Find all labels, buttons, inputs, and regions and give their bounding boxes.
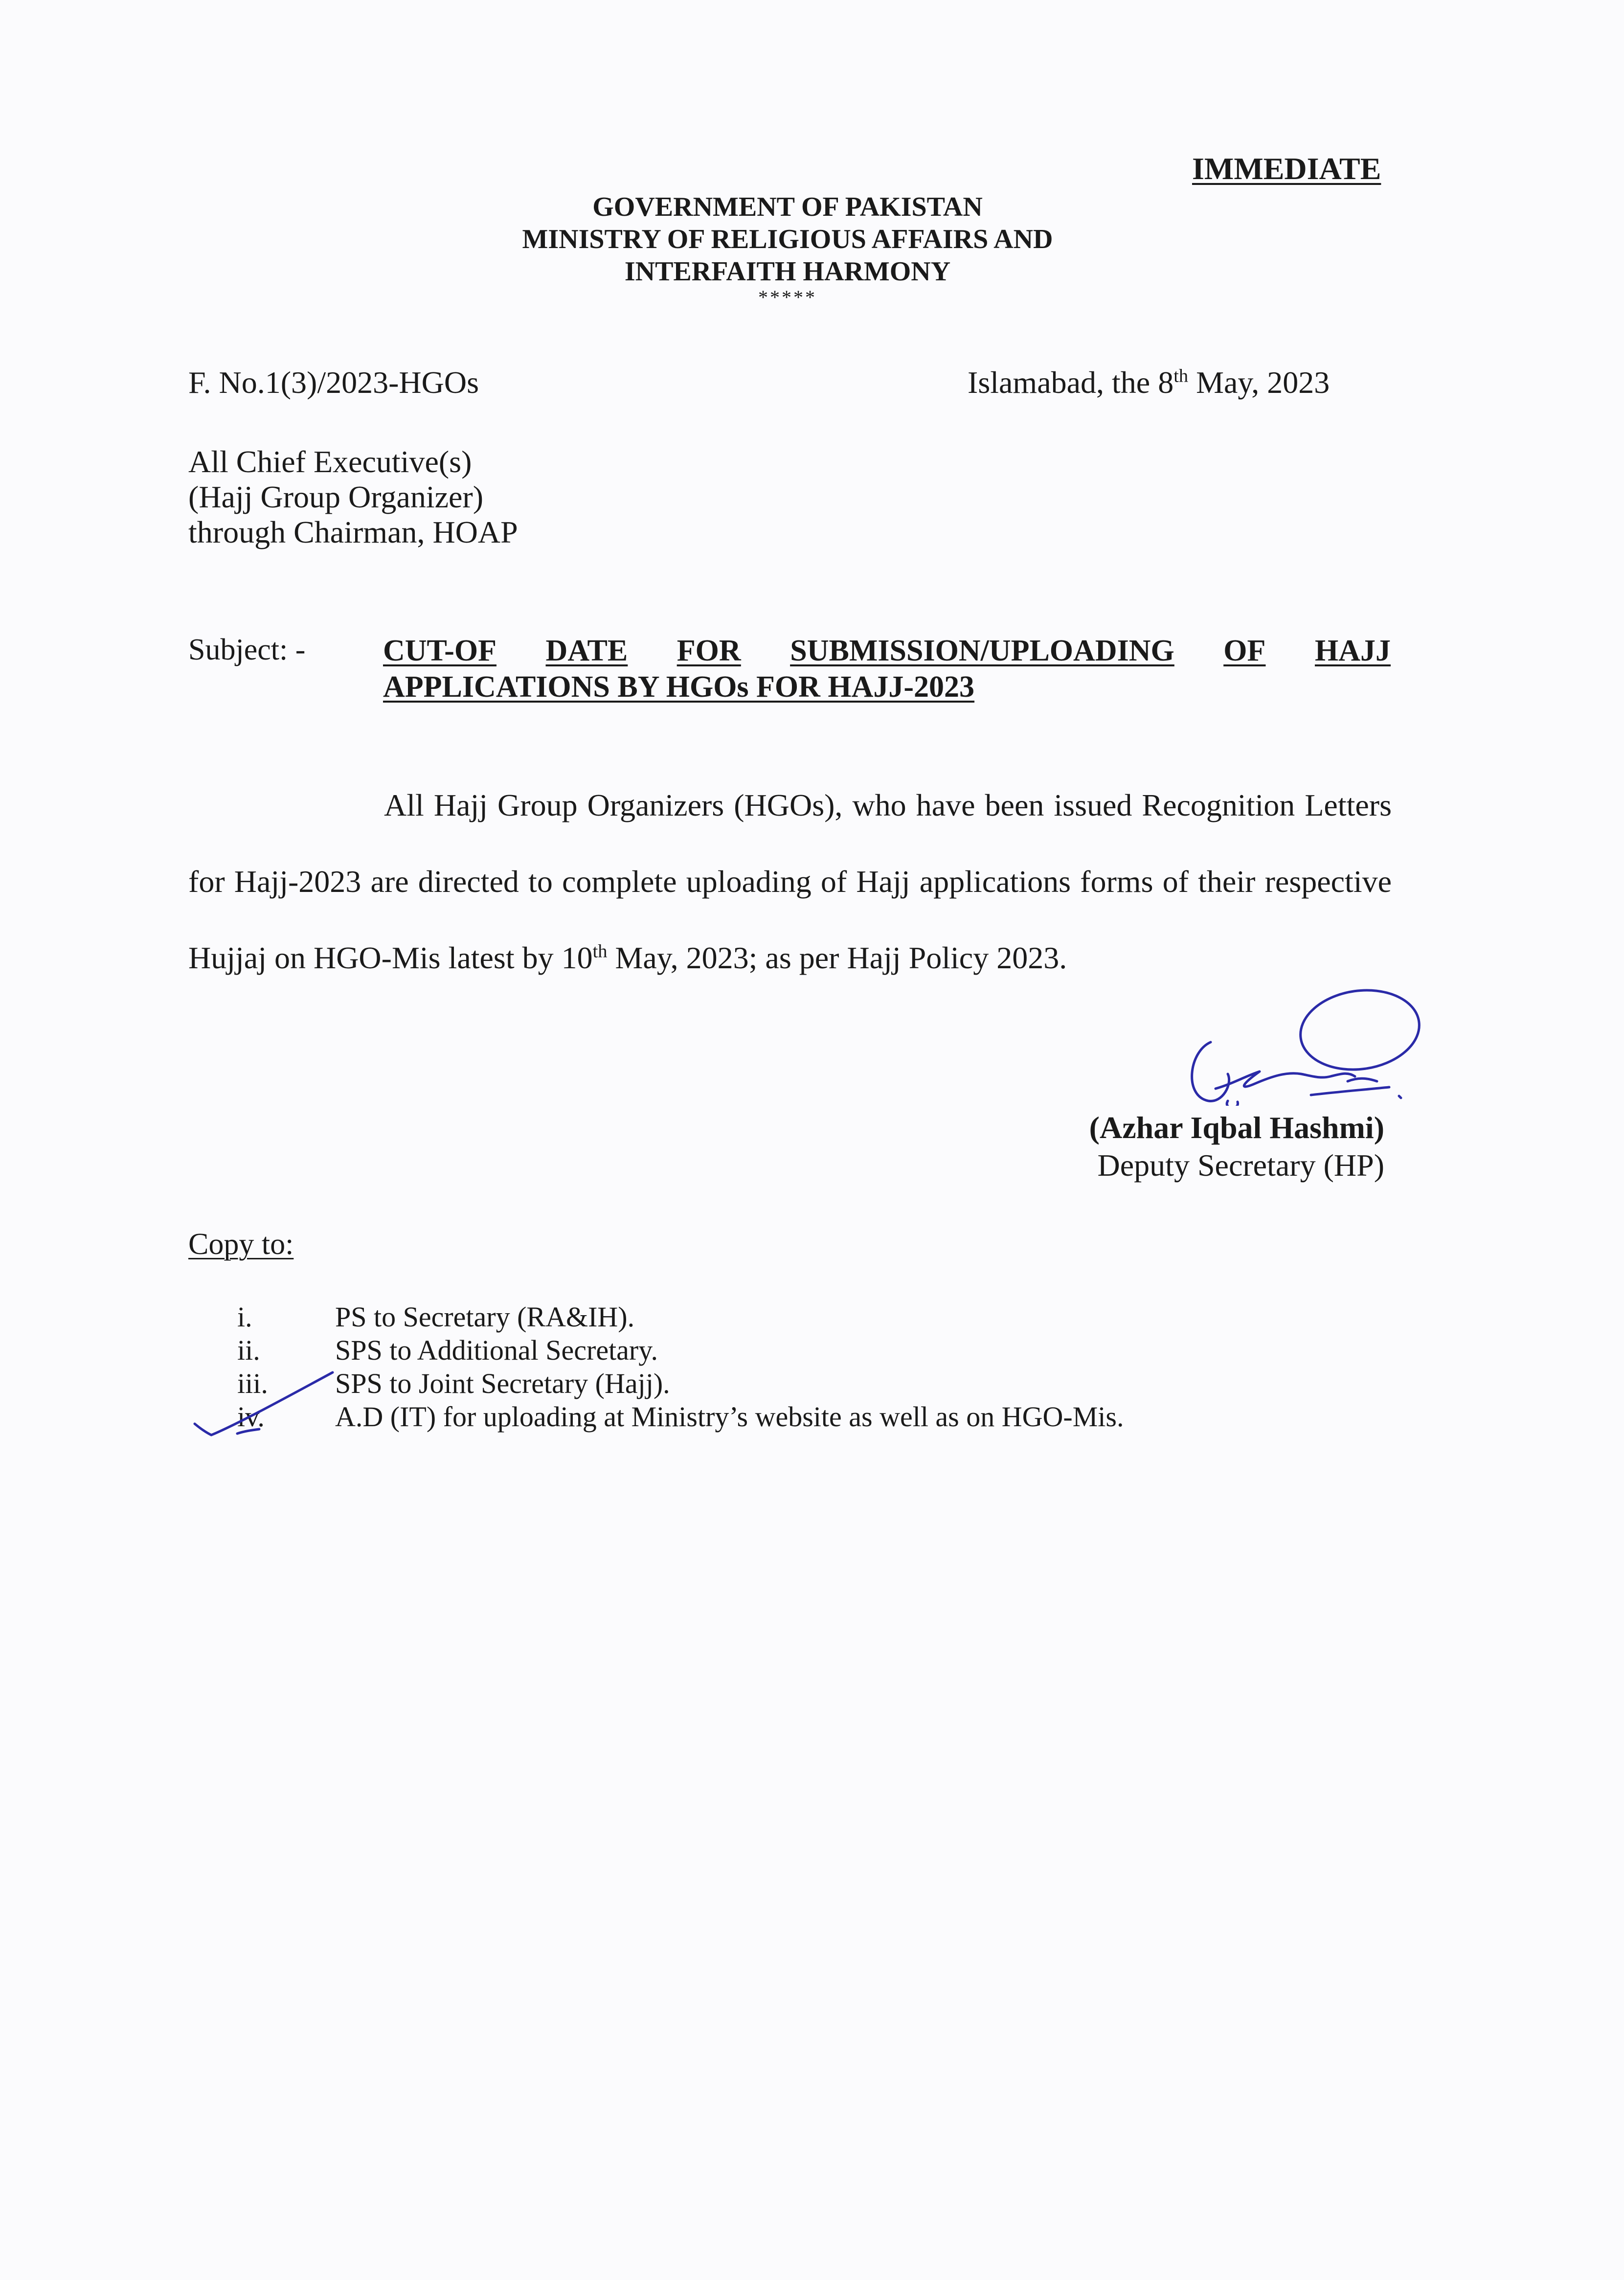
letterhead-line-3: INTERFAITH HARMONY (624, 256, 951, 287)
list-item (237, 1300, 1124, 1334)
body-paragraph (188, 767, 1392, 996)
list-item-number: i. (237, 1301, 252, 1333)
letterhead-stars: ***** (758, 286, 817, 308)
list-item-number: ii. (237, 1334, 260, 1366)
subject-line-2: APPLICATIONS BY HGOs FOR HAJJ-2023 (383, 670, 975, 704)
signatory-name: (Azhar Iqbal Hashmi) (1089, 1110, 1384, 1145)
body-ordinal: th (592, 941, 608, 962)
subject-word: CUT-OF (383, 634, 496, 667)
date-ordinal: th (1173, 365, 1189, 387)
date-suffix: May, 2023 (1188, 365, 1330, 400)
list-item-text: A.D (IT) for uploading at Ministry’s website as well as on HGO-Mis. (335, 1401, 1124, 1433)
list-item-text: SPS to Joint Secretary (Hajj). (335, 1368, 670, 1399)
priority-marking: IMMEDIATE (1192, 151, 1381, 186)
handwritten-signature (1154, 979, 1428, 1106)
subject-word: OF (1223, 634, 1266, 667)
list-item (237, 1334, 1124, 1367)
list-item-number: iii. (237, 1368, 268, 1399)
letterhead-line-1: GOVERNMENT OF PAKISTAN (592, 192, 983, 222)
addressee-block (188, 444, 518, 550)
list-item-text: PS to Secretary (RA&IH). (335, 1301, 635, 1333)
copy-to-list (237, 1300, 1124, 1434)
letterhead-line-2: MINISTRY OF RELIGIOUS AFFAIRS AND (522, 224, 1053, 254)
body-text-1: All Hajj Group Organizers (HGOs), who have been issued Recognition Letters for Hajj-2023 are directed to complete uploading of Hajj applications forms of their respective Hujjaj on HGO-Mis latest by 10 (188, 788, 1392, 975)
subject-word: SUBMISSION/UPLOADING (790, 634, 1174, 667)
subject-word: FOR (677, 634, 741, 667)
subject-word: HAJJ (1314, 634, 1391, 667)
list-item-text: SPS to Additional Secretary. (335, 1334, 658, 1366)
list-item-number: iv. (237, 1401, 265, 1433)
body-text-2: May, 2023; as per Hajj Policy 2023. (607, 940, 1067, 975)
subject-label: Subject: - (188, 633, 306, 666)
letter-date (968, 365, 1330, 401)
addressee-line-2: (Hajj Group Organizer) (188, 479, 484, 514)
file-reference: F. No.1(3)/2023-HGOs (188, 365, 479, 400)
handwritten-tick-mark (191, 1363, 352, 1441)
list-item (237, 1400, 1124, 1434)
subject-word: DATE (545, 634, 628, 667)
subject-line-1 (383, 633, 1391, 669)
signatory-title: Deputy Secretary (HP) (1097, 1148, 1384, 1183)
addressee-line-1: All Chief Executive(s) (188, 444, 472, 479)
list-item (237, 1367, 1124, 1400)
copy-to-heading: Copy to: (188, 1228, 294, 1261)
subject-text (383, 633, 1391, 705)
date-prefix: Islamabad, the 8 (968, 365, 1174, 400)
addressee-line-3: through Chairman, HOAP (188, 515, 518, 549)
letterhead (489, 191, 1086, 307)
